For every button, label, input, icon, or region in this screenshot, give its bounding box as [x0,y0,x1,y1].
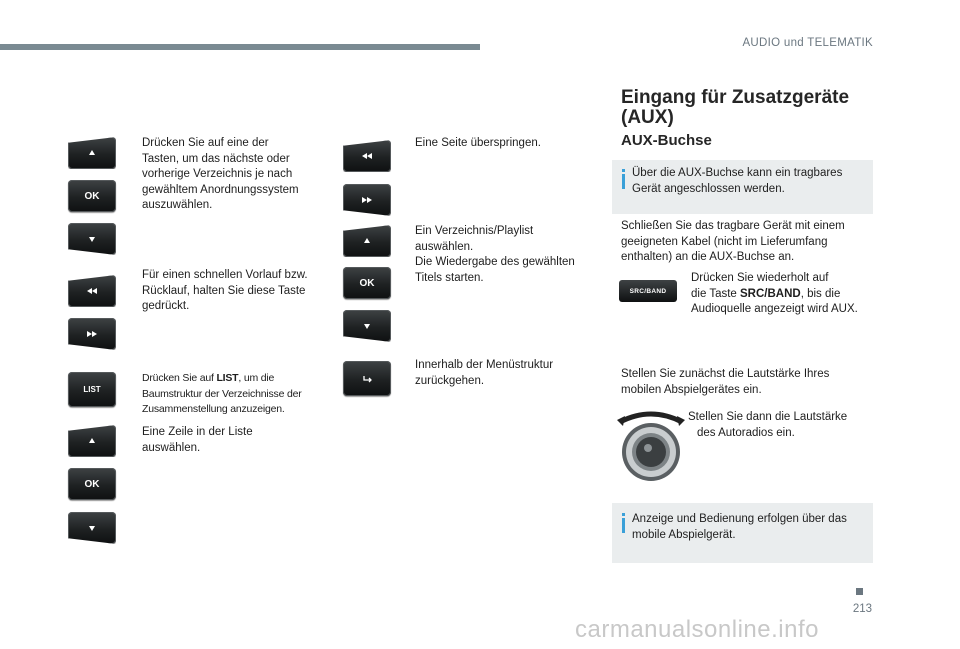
info-icon [622,169,625,172]
info-icon-2 [622,513,625,516]
down-arrow-button-3[interactable] [343,310,391,342]
return-icon [361,374,373,384]
down-arrow-button[interactable] [68,223,116,255]
arrow-down-icon [86,234,98,244]
middle-text-3: Innerhalb der Menüstruktur zurückgehen. [415,359,554,387]
section-title: AUDIO und TELEMATIK [742,37,873,49]
page-title: Eingang für Zusatzgeräte (AUX) [621,87,850,128]
up-arrow-button-2[interactable] [68,425,116,457]
fast-forward-icon [361,195,373,205]
fast-forward-icon [86,329,98,339]
back-button[interactable] [343,361,391,396]
subtitle: AUX-Buchse [621,132,712,149]
page-forward-button[interactable] [343,184,391,216]
middle-text-2: Ein Verzeichnis/Playlist auswählen. Die Wiedergabe des gewählten Titels starten. [415,225,575,284]
left-text-3: Drücken Sie auf LIST, um die Baumstruktur der Verzeichnisse der Zusammenstellung anzuzeigen. [142,372,302,415]
arrow-up-icon [86,436,98,446]
knob-instruction: Stellen Sie dann die Lautstärke des Autoradios ein. [688,411,848,439]
left-text-2: Für einen schnellen Vorlauf bzw. Rücklauf, halten Sie diese Taste gedrückt. [142,269,308,312]
ok-button[interactable]: OK [68,180,116,212]
left-text-4: Eine Zeile in der Liste auswählen. [142,426,253,454]
up-arrow-button[interactable] [68,137,116,169]
page-back-button[interactable] [343,140,391,172]
rewind-icon [86,286,98,296]
ok-button-2[interactable]: OK [68,468,116,500]
src-band-button[interactable]: SRC/BAND [619,280,677,302]
up-arrow-button-3[interactable] [343,225,391,257]
right-paragraph-2: Stellen Sie zunächst die Lautstärke Ihres mobilen Abspielgerätes ein. [621,368,830,396]
right-paragraph-1: Schließen Sie das tragbare Gerät mit einem geeigneten Kabel (nicht im Lieferumfang enthalten) an die AUX-Buchse an. [621,220,845,263]
watermark: carmanualsonline.info [575,616,819,643]
ok-button-3[interactable]: OK [343,267,391,299]
info-box-2: Anzeige und Bedienung erfolgen über das mobile Abspielgerät. [612,503,873,563]
src-instruction: Drücken Sie wiederholt auf die Taste SRC/BAND, bis die Audioquelle angezeigt wird AUX. [691,272,858,315]
page-number: 213 [852,603,872,615]
arrow-up-icon [86,148,98,158]
header-bar [0,44,480,50]
rewind-icon [361,151,373,161]
list-button[interactable]: LIST [68,372,116,407]
info-box-1: Über die AUX-Buchse kann ein tragbares Gerät angeschlossen werden. [612,160,873,214]
volume-knob-icon [616,408,686,484]
down-arrow-button-2[interactable] [68,512,116,544]
arrow-up-icon [361,236,373,246]
arrow-down-icon [86,523,98,533]
left-text-1: Drücken Sie auf eine der Tasten, um das nächste oder vorherige Verzeichnis je nach gewähltem Anordnungssystem auszuwählen. [142,137,299,211]
rewind-button[interactable] [68,275,116,307]
fast-forward-button[interactable] [68,318,116,350]
middle-text-1: Eine Seite überspringen. [415,137,541,149]
page-marker [856,588,863,595]
arrow-down-icon [361,321,373,331]
